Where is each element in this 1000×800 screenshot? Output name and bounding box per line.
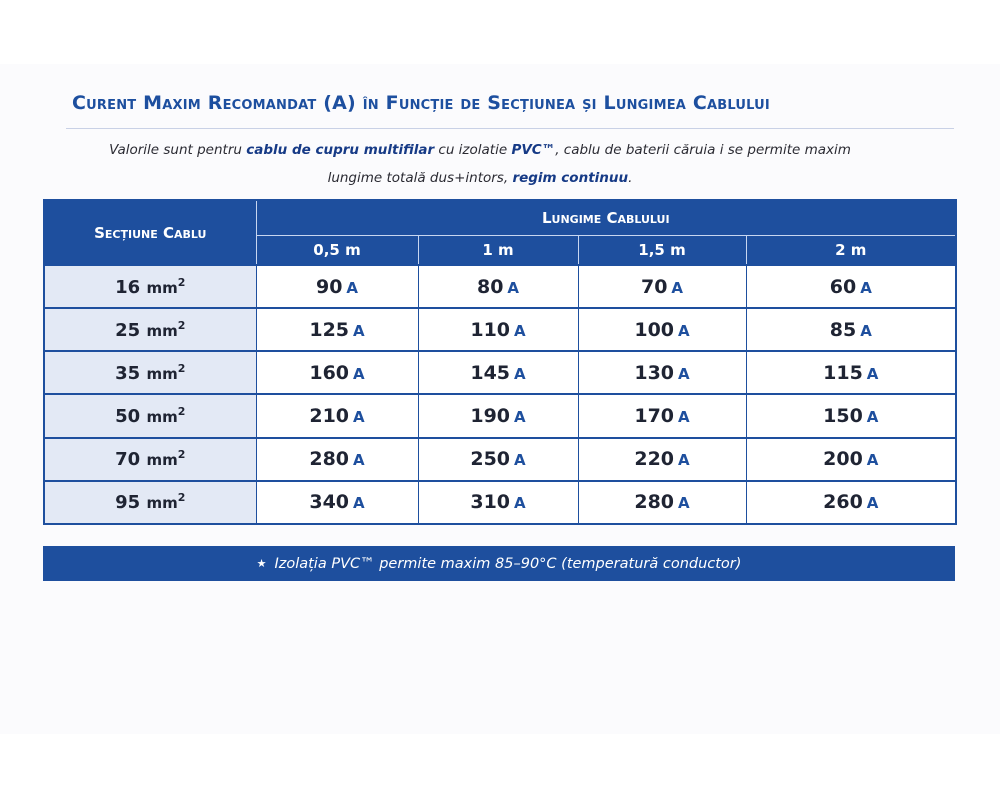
section-exponent: 2 <box>177 318 186 332</box>
table-row <box>44 481 956 524</box>
section-value: 35 <box>115 362 141 384</box>
current-value: 210 <box>309 405 350 428</box>
current-value-cell <box>418 438 578 481</box>
current-value-cell <box>746 394 956 437</box>
ampere-unit: A <box>678 451 690 470</box>
ampere-unit: A <box>678 494 690 513</box>
ampere-unit: A <box>353 408 365 427</box>
current-value-cell <box>418 265 578 308</box>
current-value-cell <box>578 265 746 308</box>
current-value: 260 <box>823 491 863 514</box>
star-icon: ★ <box>256 557 267 570</box>
current-value: 145 <box>470 361 511 384</box>
current-value-cell <box>578 351 746 394</box>
ampere-unit: A <box>514 321 526 340</box>
ampere-unit: A <box>678 408 690 427</box>
section-value: 70 <box>115 449 141 471</box>
current-value: 125 <box>309 318 350 341</box>
section-column-header: Secțiune Cablu <box>44 200 256 265</box>
current-value-cell <box>746 265 956 308</box>
ampere-unit: A <box>353 364 365 383</box>
ampere-unit: A <box>353 494 365 513</box>
ampere-unit: A <box>514 364 526 383</box>
current-value: 220 <box>634 448 675 471</box>
section-value: 16 <box>115 276 141 298</box>
table-row <box>44 351 956 394</box>
section-unit: mm <box>146 364 178 383</box>
current-value-cell <box>256 438 418 481</box>
section-unit: mm <box>146 321 178 340</box>
section-unit: mm <box>146 408 178 427</box>
section-unit: mm <box>146 494 178 513</box>
subtitle-text: . <box>628 170 633 186</box>
current-value: 115 <box>823 361 863 384</box>
ampere-unit: A <box>353 451 365 470</box>
subtitle-line-1 <box>40 142 920 158</box>
ampere-unit: A <box>353 321 365 340</box>
current-value: 160 <box>309 361 350 384</box>
current-value: 280 <box>634 491 675 514</box>
current-value-cell <box>418 394 578 437</box>
section-unit: mm <box>146 278 178 297</box>
section-value: 95 <box>115 492 141 514</box>
section-cell <box>44 438 256 481</box>
current-value-cell <box>746 438 956 481</box>
current-value-cell <box>578 308 746 351</box>
current-value-cell <box>256 351 418 394</box>
current-value: 130 <box>634 361 675 384</box>
section-cell <box>44 351 256 394</box>
subtitle-line-2 <box>40 170 920 186</box>
current-value: 280 <box>309 448 350 471</box>
current-value-cell <box>578 481 746 524</box>
current-table <box>43 199 957 525</box>
current-value-cell <box>746 351 956 394</box>
subtitle-text: , cablu de baterii căruia i se permite maxim <box>555 142 851 158</box>
subtitle-emphasis: regim continuu <box>512 170 629 186</box>
ampere-unit: A <box>866 408 879 427</box>
ampere-unit: A <box>514 494 526 513</box>
ampere-unit: A <box>678 364 690 383</box>
section-unit: mm <box>146 451 178 470</box>
current-value: 110 <box>470 318 511 341</box>
current-value: 170 <box>634 405 675 428</box>
section-exponent: 2 <box>177 275 186 289</box>
current-value: 85 <box>829 318 857 341</box>
length-header-cell: 2 m <box>746 236 956 266</box>
current-value: 310 <box>470 491 511 514</box>
current-value-cell <box>256 394 418 437</box>
subtitle-text: lungime totală dus+intors, <box>327 170 513 186</box>
page-title: Curent Maxim Recomandat (A) în Funcție de Secțiunea și Lungimea Cablului <box>72 92 770 114</box>
current-value: 190 <box>470 405 511 428</box>
current-value-cell <box>578 394 746 437</box>
table-row <box>44 308 956 351</box>
ampere-unit: A <box>860 321 872 340</box>
length-column-header: Lungime Cablului <box>256 200 956 236</box>
current-value-cell <box>746 481 956 524</box>
length-header-cell: 1 m <box>418 236 578 266</box>
ampere-unit: A <box>866 364 879 383</box>
ampere-unit: A <box>866 451 879 470</box>
current-value-cell <box>256 308 418 351</box>
section-exponent: 2 <box>177 491 186 505</box>
current-value-cell <box>418 481 578 524</box>
current-value: 100 <box>634 318 675 341</box>
current-value: 200 <box>823 448 863 471</box>
ampere-unit: A <box>346 278 359 297</box>
section-exponent: 2 <box>177 405 186 419</box>
footnote-bar <box>43 546 955 581</box>
ampere-unit: A <box>866 494 879 513</box>
title-divider <box>66 128 954 129</box>
section-value: 50 <box>115 406 141 428</box>
ampere-unit: A <box>507 278 520 297</box>
section-exponent: 2 <box>177 361 186 375</box>
current-value-cell <box>418 308 578 351</box>
subtitle-emphasis: cablu de cupru multifilar <box>246 142 435 158</box>
current-value: 80 <box>476 275 504 298</box>
current-value-cell <box>578 438 746 481</box>
ampere-unit: A <box>514 451 526 470</box>
table-row <box>44 438 956 481</box>
current-value: 250 <box>470 448 511 471</box>
subtitle-emphasis: PVC™ <box>511 142 556 158</box>
table-row <box>44 394 956 437</box>
length-header-cell: 1,5 m <box>578 236 746 266</box>
current-value-cell <box>256 265 418 308</box>
current-value: 90 <box>315 275 343 298</box>
length-header-cell: 0,5 m <box>256 236 418 266</box>
section-cell <box>44 394 256 437</box>
footnote-text: Izolația PVC™ permite maxim 85–90°C (temperatură conductor) <box>274 555 742 572</box>
section-exponent: 2 <box>177 448 186 462</box>
current-value: 70 <box>640 275 668 298</box>
current-value-cell <box>418 351 578 394</box>
section-cell <box>44 308 256 351</box>
subtitle-text: Valorile sunt pentru <box>109 142 247 158</box>
section-value: 25 <box>115 319 141 341</box>
subtitle-text: cu izolatie <box>434 142 512 158</box>
ampere-unit: A <box>860 278 872 297</box>
current-value-cell <box>256 481 418 524</box>
table-row <box>44 265 956 308</box>
ampere-unit: A <box>671 278 684 297</box>
current-value: 150 <box>823 405 863 428</box>
section-cell <box>44 265 256 308</box>
table-body <box>44 265 956 524</box>
current-value: 340 <box>309 491 350 514</box>
section-cell <box>44 481 256 524</box>
current-value-cell <box>746 308 956 351</box>
current-value: 60 <box>829 275 857 298</box>
ampere-unit: A <box>678 321 690 340</box>
ampere-unit: A <box>514 408 526 427</box>
